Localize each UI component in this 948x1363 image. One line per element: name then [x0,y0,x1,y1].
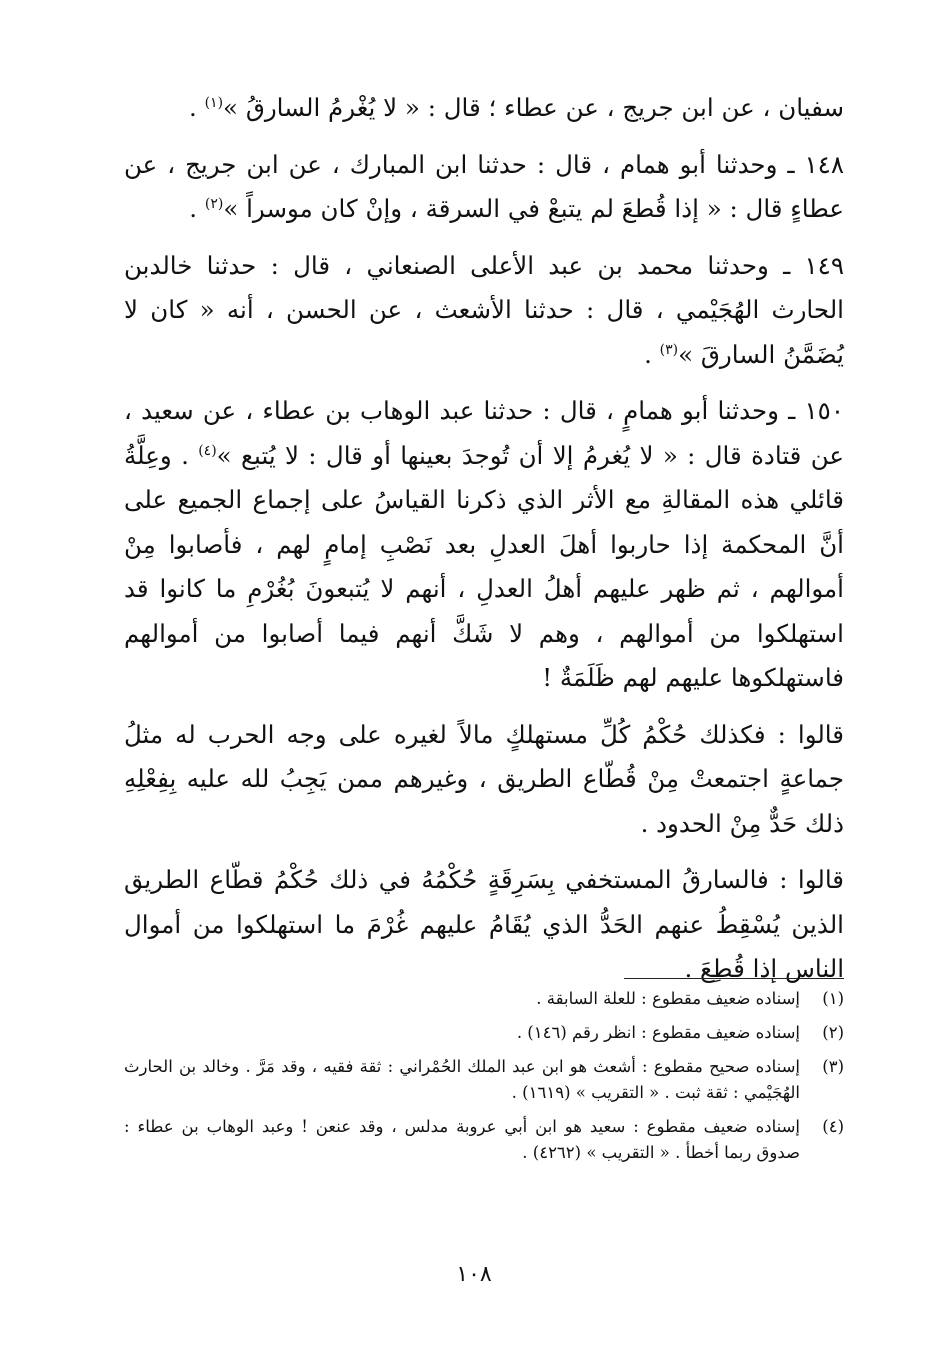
page-number: ١٠٨ [456,1262,492,1287]
footnote-text: إسناده ضعيف مقطوع : للعلة السابقة . [536,989,800,1008]
paragraph-150: ١٥٠ ـ وحدثنا أبو همامٍ ، قال : حدثنا عبد الوهاب بن عطاء ، عن سعيد ، عن قتادة قال : « لا يُغرمُ إلا أن تُوجدَ بعينها أو قال : لا يُتبع »$^{(٤)}$ . وعِلَّةُ قائلي هذه المقالةِ مع الأثر الذي ذكرنا القياسُ على إجماع الجميع على أنَّ المحكمة إذا حاربوا أهلَ العدلِ بعد نَصْبِ إمامٍ لهم ، فأصابوا مِنْ أموالهم ، ثم ظهر عليهم أهلُ العدلِ ، أنهم لا يُتبعونَ بُغُرْمِ ما كانوا قد استهلكوا من أموالهم ، وهم لا شَكَّ أنهم فيما أصابوا من أموالهم فاستهلكوها عليهم لهم ظَلَمَةٌ ! [124,396,845,692]
footnote-2 [124,1020,844,1046]
footnote-number: (٢) [822,1023,844,1042]
paragraph-qalu-1: قالوا : فكذلك حُكْمُ كُلِّ مستهلكٍ مالاً لغيره على وجه الحرب له مثلُ جماعةٍ اجتمعتْ مِنْ قُطّاع الطريق ، وغيرهم ممن يَجِبُ لله عليه بِفِعْلِهِ ذلك حَدٌّ مِنْ الحدود . [124,719,844,838]
footnote-text: إسناده ضعيف مقطوع : انظر رقم (١٤٦) . [516,1023,800,1042]
argument-text: وعِلَّةُ قائلي هذه المقالةِ مع الأثر الذي ذكرنا القياسُ على إجماع الجميع على أنَّ المحكمة إذا حاربوا أهلَ العدلِ بعد نَصْبِ إمامٍ لهم ، فأصابوا مِنْ أموالهم ، ثم ظهر عليهم أهلُ العدلِ ، أنهم لا يُتبعونَ بُغُرْمِ ما كانوا قد استهلكوا من أموالهم ، وهم لا شَكَّ أنهم فيما أصابوا من أموالهم فاستهلكوها عليهم لهم ظَلَمَةٌ ! [124,440,844,692]
footnote-ref-3[interactable]: (٣) [659,341,679,358]
footnote-3 [124,1054,844,1106]
footnotes [124,986,844,1174]
footnote-ref-1[interactable]: (١) [204,94,224,111]
footnote-4 [124,1114,844,1166]
paragraph-1: سفيان ، عن ابن جريج ، عن عطاء ؛ قال : « لا يُغْرمُ السارقُ »$^{(١)}$ . [189,93,844,122]
footnote-divider [624,978,844,979]
main-text [124,86,844,1004]
paragraph-149: ١٤٩ ـ وحدثنا محمد بن عبد الأعلى الصنعاني ، قال : حدثنا خالدبن الحارث الهُجَيْمي ، قال : حدثنا الأشعث ، عن الحسن ، أنه « كان لا يُضَمَّنُ السارقَ »$^{(٣)}$ . [124,250,844,369]
paragraph-qalu-2: قالوا : فالسارقُ المستخفي بِسَرِقَةٍ حُكْمُهُ في ذلك حُكْمُ قطّاع الطريق الذين يُسْقِطُ عنهم الحَدُّ الذي يُقَامُ عليهم غُرْمَ ما استهلكوا من أموال الناس إذا قُطِعَ . [124,865,844,983]
footnote-text: إسناده ضعيف مقطوع : سعيد هو ابن أبي عروبة مدلس ، وقد عنعن ! وعبد الوهاب بن عطاء : صدوق ربما أخطأ . « التقريب » (٤٢٦٢) . [124,1117,800,1162]
footnote-ref-2[interactable]: (٢) [204,195,224,212]
footnote-number: (١) [822,989,844,1008]
footnote-text: إسناده صحيح مقطوع : أشعث هو ابن عبد الملك الحُمْراني : ثقة فقيه ، وقد مَرَّ . وخالد بن الحارث الهُجَيْمي : ثقة ثبت . « التقريب » (١٦١٩) . [124,1057,800,1102]
footnote-number: (٣) [822,1057,844,1076]
paragraph-148: ١٤٨ ـ وحدثنا أبو همام ، قال : حدثنا ابن المبارك ، عن ابن جريج ، عن عطاءٍ قال : « إذا قُطعَ لم يتبعْ في السرقة ، وإنْ كان موسراً »$^{(٢)}$ . [124,149,844,223]
footnote-1 [124,986,844,1012]
footnote-number: (٤) [822,1117,844,1136]
footnote-ref-4[interactable]: (٤) [198,442,217,459]
